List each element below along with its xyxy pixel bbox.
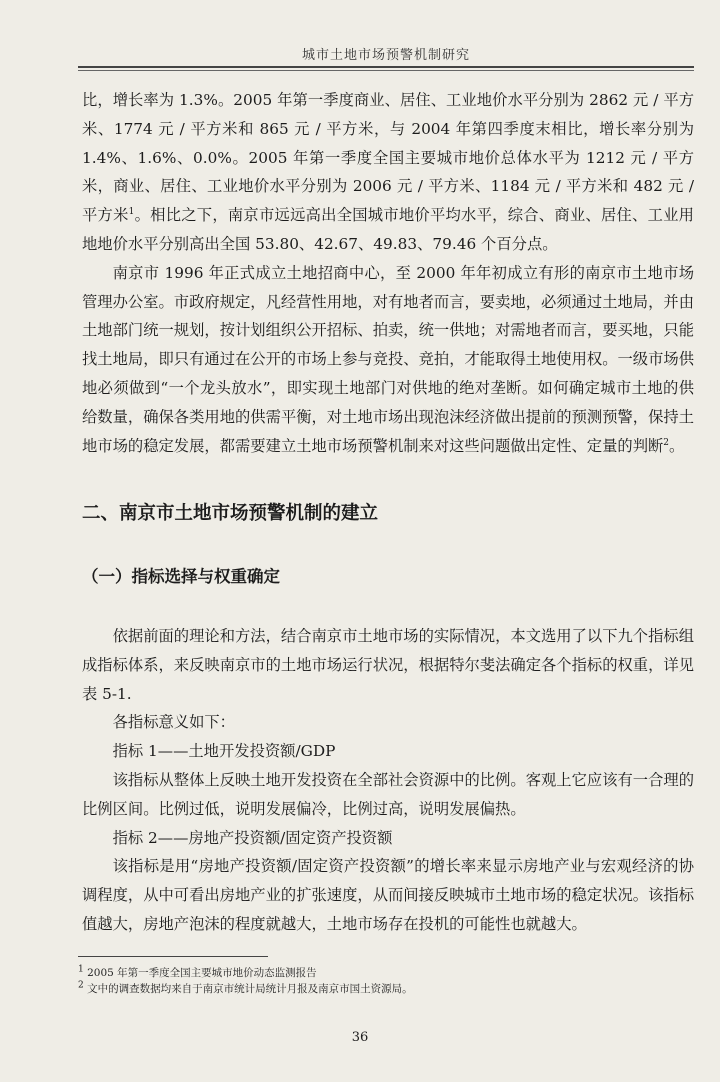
indicator-2-label: 指标 2——房地产投资额/固定资产投资额 [112, 828, 393, 847]
subsection-heading: （一）指标选择与权重确定 [82, 567, 280, 587]
indicator-1-label: 指标 1——土地开发投资额/GDP [112, 742, 336, 761]
running-header: 城市土地市场预警机制研究 [78, 44, 694, 68]
body-text [82, 86, 694, 939]
footnotes [78, 956, 694, 997]
indicator-1-description: 该指标从整体上反映土地开发投资在全部社会资源中的比例。客观上它应该有一合理的比例区间。比例过低，说明发展偏冷，比例过高，说明发展偏热。 [82, 770, 694, 818]
indicator-2-description: 该指标是用“房地产投资额/固定资产投资额”的增长率来显示房地产业与宏观经济的协调程度，从中可看出房地产业的扩张速度，从而间接反映城市土地市场的稳定状况。该指标值越大，房地产泡沫的程度就越大，土地市场存在投机的可能性也就越大。 [82, 857, 694, 933]
paragraph-1: 比，增长率为 1.3%。2005 年第一季度商业、居住、工业地价水平分别为 2862 元 / 平方米、1774 元 / 平方米和 865 元 / 平方米，与 2004 年第四季度末相比，增长率分别为 1.4%、1.6%、0.0%。2005 年第一季度全国主要城市地价总体水平为 1212 元 / 平方米，商业、居住、工业地价水平分别为 2006 元 / 平方米、1184 元 / 平方米和 482 元 / 平方米$^1$。相比之下，南京市远远高出全国城市地价平均水平，综合、商业、居住、工业用地地价水平分别高出全国 53.80、42.67、49.83、79.46 个百分点。 [82, 91, 694, 253]
footnote-ref-2: 2 [663, 437, 670, 448]
footnote-ref-1: 1 [128, 207, 135, 218]
footnote-1: $^1$ 2005 年第一季度全国主要城市地价动态监测报告 [78, 964, 317, 979]
section-heading: 二、南京市土地市场预警机制的建立 [82, 503, 379, 525]
footnote-rule [78, 956, 268, 957]
paragraph-3: 依据前面的理论和方法，结合南京市土地市场的实际情况，本文选用了以下九个指标组成指标体系，来反映南京市的土地市场运行状况，根据特尔斐法确定各个指标的权重，详见表 5-1. [82, 626, 694, 703]
page-number: 36 [351, 1030, 369, 1045]
paragraph-4: 各指标意义如下： [112, 713, 235, 732]
paragraph-2: 南京市 1996 年正式成立土地招商中心，至 2000 年年初成立有形的南京市土地市场管理办公室。市政府规定，凡经营性用地，对有地者而言，要卖地，必须通过土地局，并由土地部门统一规划，按计划组织公开招标、拍卖，统一供地；对需地者而言，要买地，只能找土地局，即只有通过在公开的市场上参与竞投、竞拍，才能取得土地使用权。一级市场供地必须做到“一个龙头放水”，即实现土地部门对供地的绝对垄断。如何确定城市土地的供给数量，确保各类用地的供需平衡，对土地市场出现泡沫经济做出提前的预测预警，保持土地市场的稳定发展，都需要建立土地市场预警机制来对这些问题做出定性、定量的判断$^2$。 [82, 263, 694, 455]
footnote-2: $^2$ 文中的调查数据均来自于南京市统计局统计月报及南京市国土资源局。 [78, 980, 413, 995]
